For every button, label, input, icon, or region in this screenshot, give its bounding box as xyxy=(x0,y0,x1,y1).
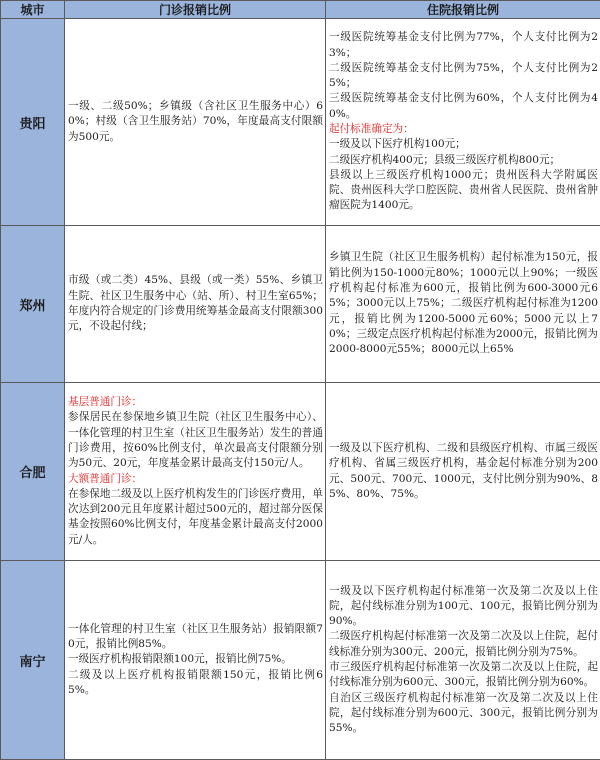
inpatient-heading: 起付标准确定为： xyxy=(329,123,414,135)
city-cell: 贵阳 xyxy=(1,19,65,226)
inpatient-text: 二级医疗机构起付标准第一次及第二次及以上住院，起付线标准分别为300元、200元，报销比例分别为75%。 xyxy=(329,630,598,658)
inpatient-cell: 乡镇卫生院（社区卫生服务机构）起付标准为150元，报销比例为150-1000元80%；1000元以上90%；一级医疗机构起付标准为600元，报销比例为600-3000元65%；3000元以上75%；二级医疗机构起付标准为1200元，报销比例为1200-5000元60%；5000元以上70%；三级定点医疗机构起付标准为2000元，报销比例为2000-8000元55%；8000元以上65% xyxy=(326,226,600,383)
table-row xyxy=(1,19,600,226)
outpatient-text: 一级医疗机构报销限额100元，报销比例75%。 xyxy=(68,653,292,666)
inpatient-cell xyxy=(326,561,600,760)
outpatient-cell xyxy=(65,383,326,561)
outpatient-cell: 一级、二级50%；乡镇级（含社区卫生服务中心）60%；村级（含卫生服务站）70%，年度最高支付限额为500元。 xyxy=(65,19,326,226)
inpatient-text: 一级医院统筹基金支付比例为77%，个人支付比例为23%； xyxy=(329,31,598,59)
inpatient-text: 三级医院统筹基金支付比例为60%，个人支付比例为40%。 xyxy=(329,92,598,120)
outpatient-cell: 市级（或二类）45%、县级（或一类）55%、乡镇卫生院、社区卫生服务中心（站、所）、村卫生室65%；年度内符合规定的门诊费用统筹基金最高支付限额300元，不设起付线； xyxy=(65,226,326,383)
outpatient-heading: 基层普通门诊： xyxy=(68,396,143,409)
header-inpatient: 住院报销比例 xyxy=(326,1,600,19)
table-header-row xyxy=(1,1,600,19)
inpatient-text: 一级及以下医疗机构起付标准第一次及第二次及以上住院，起付线标准分别为100元、100元，报销比例分别为90%。 xyxy=(329,584,598,628)
outpatient-text: 参保居民在参保地乡镇卫生院（社区卫生服务中心）、一体化管理的村卫生室（社区卫生服务站）发生的普通门诊费用，按60%比例支付，单次最高支付限额分别为50元、20元，年度基金累计最高支付150元/人。 xyxy=(68,411,323,470)
outpatient-text: 二级及以上医疗机构报销限额150元，报销比例65%。 xyxy=(68,668,323,696)
table-row xyxy=(1,383,600,561)
inpatient-cell: 一级及以下医疗机构、二级和县级医疗机构、市属三级医疗机构、省属三级医疗机构，基金起付标准分别为200元、500元、700元、1000元，支付比例分别为90%、85%、80%、75%。 xyxy=(326,383,600,561)
header-city: 城市 xyxy=(1,1,65,19)
inpatient-text: 自治区三级医疗机构起付标准第一次及第二次及以上住院，起付线标准分别为600元、300元，报销比例分别为55%。 xyxy=(329,691,598,735)
header-outpatient: 门诊报销比例 xyxy=(65,1,326,19)
city-cell: 合肥 xyxy=(1,383,65,561)
outpatient-heading: 大额普通门诊： xyxy=(68,472,143,485)
outpatient-text: 在参保地二级及以上医疗机构发生的门诊医疗费用，单次达到200元且年度累计超过500元的，超过部分医保基金按照60%比例支付，年度基金累计最高支付2000元/人。 xyxy=(68,487,323,546)
inpatient-text: 二级医院统筹基金支付比例为75%，个人支付比例为25%； xyxy=(329,61,598,90)
inpatient-text: 二级医疗机构400元；县级三级医疗机构800元； xyxy=(329,153,561,166)
table-row xyxy=(1,226,600,383)
outpatient-cell xyxy=(65,561,326,760)
inpatient-cell xyxy=(326,19,600,226)
outpatient-text: 一体化管理的村卫生室（社区卫生服务站）报销限额70元，报销比例85%。 xyxy=(68,622,323,651)
city-cell: 南宁 xyxy=(1,561,65,760)
inpatient-text: 市三级医疗机构起付标准第一次及第二次及以上住院，起付线标准分别为600元、300元，报销比例分别为60%。 xyxy=(329,661,598,689)
city-cell: 郑州 xyxy=(1,226,65,383)
inpatient-text: 县级以上三级医疗机构1000元；贵州医科大学附属医院、贵州医科大学口腔医院、贵州省人民医院、贵州省肿瘤医院为1400元。 xyxy=(329,168,598,212)
table-row xyxy=(1,561,600,760)
inpatient-text: 一级及以下医疗机构100元； xyxy=(329,138,466,151)
